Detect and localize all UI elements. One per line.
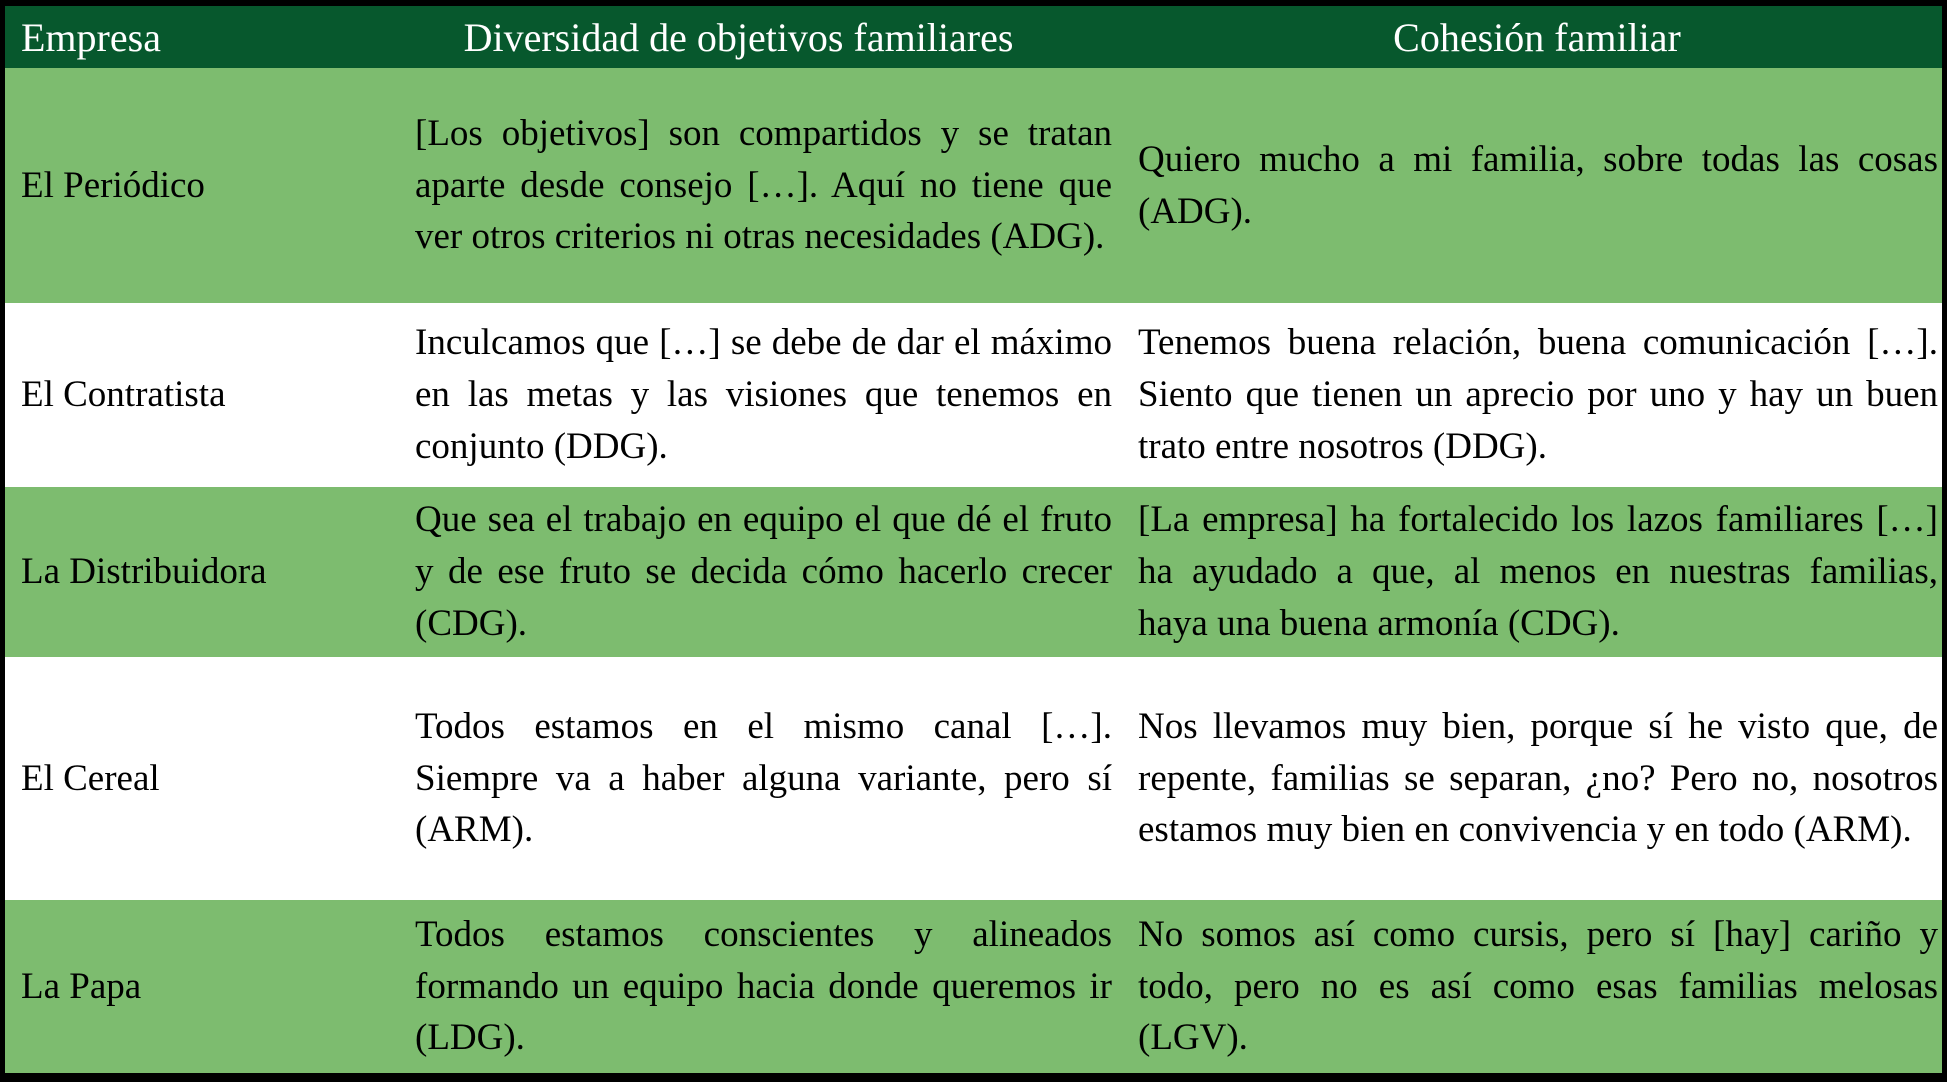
- col-header-cohesion: Cohesión familiar: [1132, 6, 1942, 68]
- col-header-diversidad: Diversidad de objetivos familiares: [345, 6, 1132, 68]
- cohesion-quote: Nos llevamos muy bien, porque sí he visto que, de repente, familias se separan, ¿no? Pero no, nosotros estamos muy bien en convivencia y en todo (ARM).: [1132, 657, 1942, 900]
- table-row-el-cereal: [5, 657, 1942, 900]
- company-name: El Contratista: [5, 303, 345, 487]
- diversidad-quote: Todos estamos en el mismo canal […]. Siempre va a haber alguna variante, pero sí (ARM).: [345, 657, 1132, 900]
- cohesion-quote: No somos así como cursis, pero sí [hay] cariño y todo, pero no es así como esas familias melosas (LGV).: [1132, 900, 1942, 1073]
- diversidad-quote: Todos estamos conscientes y alineados formando un equipo hacia donde queremos ir (LDG).: [345, 900, 1132, 1073]
- cohesion-quote: Quiero mucho a mi familia, sobre todas las cosas (ADG).: [1132, 68, 1942, 303]
- header-row: [5, 6, 1942, 68]
- quotes-table: [5, 6, 1942, 1073]
- cohesion-quote: [La empresa] ha fortalecido los lazos familiares […] ha ayudado a que, al menos en nuestras familias, haya una buena armonía (CDG).: [1132, 487, 1942, 657]
- cohesion-quote: Tenemos buena relación, buena comunicación […]. Siento que tienen un aprecio por uno y hay un buen trato entre nosotros (DDG).: [1132, 303, 1942, 487]
- table-row-el-periodico: [5, 68, 1942, 303]
- table-row-la-distribuidora: [5, 487, 1942, 657]
- diversidad-quote: [Los objetivos] son compartidos y se tratan aparte desde consejo […]. Aquí no tiene que ver otros criterios ni otras necesidades (ADG).: [345, 68, 1132, 303]
- diversidad-quote: Que sea el trabajo en equipo el que dé el fruto y de ese fruto se decida cómo hacerlo crecer (CDG).: [345, 487, 1132, 657]
- col-header-empresa: Empresa: [5, 6, 345, 68]
- diversidad-quote: Inculcamos que […] se debe de dar el máximo en las metas y las visiones que tenemos en conjunto (DDG).: [345, 303, 1132, 487]
- company-name: El Periódico: [5, 68, 345, 303]
- company-name: La Distribuidora: [5, 487, 345, 657]
- company-name: El Cereal: [5, 657, 345, 900]
- company-name: La Papa: [5, 900, 345, 1073]
- table-row-el-contratista: [5, 303, 1942, 487]
- table-row-la-papa: [5, 900, 1942, 1073]
